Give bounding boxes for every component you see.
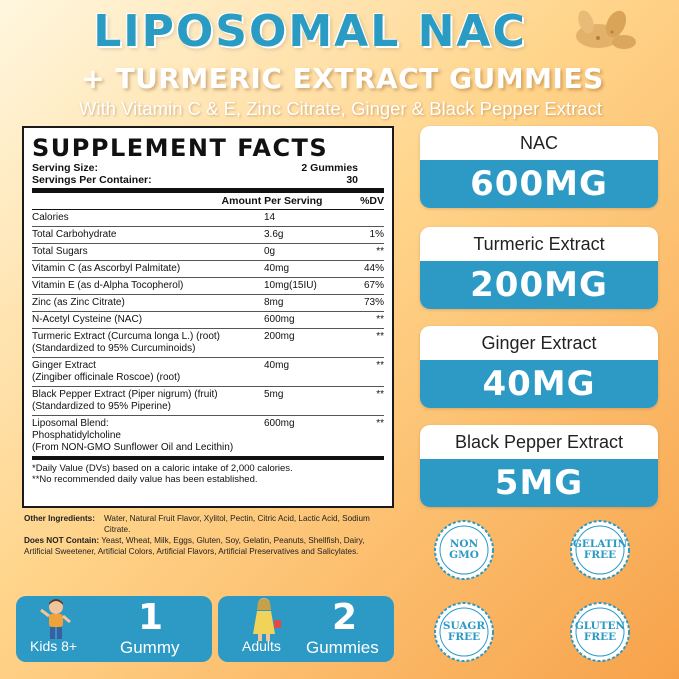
servings-per-container-row <box>32 174 384 186</box>
servings-value: 30 <box>346 174 358 186</box>
nutrient-name-line: Zinc (as Zinc Citrate) <box>32 297 125 308</box>
nutrient-name-line: Black Pepper Extract (Piper nigrum) (fruit) <box>32 389 218 400</box>
product-subtitle: + TURMERIC EXTRACT GUMMIES <box>81 62 604 95</box>
child-figure-icon <box>36 598 76 642</box>
amount-card-nac <box>420 126 658 208</box>
gluten-free-text: GLUTEN FREE <box>574 620 626 643</box>
amount-ginger-value: 40MG <box>420 360 658 408</box>
nutrient-amount: 40mg <box>264 360 290 371</box>
gluten-free-seal-icon <box>568 600 632 664</box>
does-not-contain-label: Does NOT Contain: <box>24 536 100 545</box>
nutrient-amount: 600mg <box>264 418 295 429</box>
adult-figure-icon <box>244 596 284 642</box>
nutrient-dv: 1% <box>369 229 384 240</box>
amount-turmeric-value: 200MG <box>420 261 658 309</box>
nutrient-name <box>32 358 264 386</box>
gelatin-free-text: GELATIN FREE <box>572 538 628 561</box>
nutrient-dv: 44% <box>363 263 384 274</box>
facts-title: SUPPLEMENT FACTS <box>32 134 329 162</box>
nutrient-name <box>32 416 264 456</box>
nutrient-name-line: Phosphatidylcholine <box>32 430 121 441</box>
nutrient-dv: 67% <box>363 280 384 291</box>
non-gmo-text: NON GMO <box>449 538 479 561</box>
product-title: LIPOSOMAL NAC <box>93 6 527 57</box>
nutrient-name-line: Calories <box>32 212 69 223</box>
amount-black-pepper-label: Black Pepper Extract <box>454 432 624 452</box>
does-not-contain-text: Yeast, Wheat, Milk, Eggs, Gluten, Soy, Gelatin, Peanuts, Shellfish, Dairy, Artificial Sweetener, Artificial Colors, Artificial Flavors, Artificial Preservatives and Salicylates. <box>24 536 365 556</box>
amount-card-ginger <box>420 326 658 408</box>
amount-ginger-label: Ginger Extract <box>481 333 597 353</box>
nutrient-name <box>32 278 264 294</box>
dose-kids-label: Kids 8+ <box>30 638 78 654</box>
nutrient-row <box>32 210 384 227</box>
product-tagline: With Vitamin C & E, Zinc Citrate, Ginger & Black Pepper Extract <box>79 98 602 119</box>
nutrient-name <box>32 387 264 415</box>
nutrient-row <box>32 278 384 295</box>
nutrient-name-line: N-Acetyl Cysteine (NAC) <box>32 314 143 325</box>
nutrient-row <box>32 329 384 358</box>
other-ingredients-text: Water, Natural Fruit Flavor, Xylitol, Pectin, Citric Acid, Lactic Acid, Sodium Citrate. <box>104 514 370 534</box>
supplement-facts-panel <box>22 126 394 508</box>
nutrient-amount: 5mg <box>264 389 284 400</box>
nutrient-amount: 40mg <box>264 263 290 274</box>
nutrient-amount: 3.6g <box>264 229 284 240</box>
dv-column-header: %DV <box>360 195 384 207</box>
dose-kids-number: 1 <box>138 597 164 638</box>
gelatin-free-seal-icon <box>568 518 632 582</box>
nutrient-dv: ** <box>376 314 384 325</box>
ingredients-block <box>22 514 394 578</box>
amount-turmeric-label: Turmeric Extract <box>473 234 605 254</box>
nutrient-amount: 8mg <box>264 297 284 308</box>
dose-adults-label: Adults <box>242 638 281 654</box>
nutrient-name-line: Total Sugars <box>32 246 88 257</box>
nutrient-name-line: Total Carbohydrate <box>32 229 117 240</box>
nutrient-name <box>32 210 264 226</box>
dose-kids-unit: Gummy <box>120 638 180 657</box>
footnote-dv: *Daily Value (DVs) based on a caloric intake of 2,000 calories. <box>32 463 293 474</box>
nutrient-name-line: (Standardized to 95% Piperine) <box>32 401 171 412</box>
nutrient-name <box>32 227 264 243</box>
dose-card-kids <box>16 596 212 662</box>
nutrient-dv: ** <box>376 331 384 342</box>
amount-column-header: Amount Per Serving <box>221 195 323 207</box>
other-ingredients-line <box>24 514 392 535</box>
nutrient-name-line: Ginger Extract <box>32 360 96 371</box>
nutrient-row <box>32 244 384 261</box>
nutrient-amount: 200mg <box>264 331 295 342</box>
nutrient-name <box>32 329 264 357</box>
nutrient-name-line: Turmeric Extract (Curcuma longa L.) (root) <box>32 331 221 342</box>
nutrient-name <box>32 295 264 311</box>
nutrient-dv: ** <box>376 418 384 429</box>
facts-rows <box>32 210 384 460</box>
other-ingredients-label: Other Ingredients: <box>24 514 95 523</box>
nutrient-amount: 14 <box>264 212 276 223</box>
facts-column-header <box>32 193 384 210</box>
nutrient-row <box>32 416 384 460</box>
amount-black-pepper-value: 5MG <box>420 459 658 507</box>
amount-card-black-pepper <box>420 425 658 507</box>
nutrient-row <box>32 227 384 244</box>
footnote-no-dv: **No recommended daily value has been established. <box>32 474 258 485</box>
nutrient-amount: 600mg <box>264 314 295 325</box>
dose-adults-number: 2 <box>332 597 358 638</box>
amount-card-turmeric <box>420 227 658 309</box>
non-gmo-seal-icon <box>432 518 496 582</box>
nutrient-name <box>32 261 264 277</box>
nutrient-dv: ** <box>376 246 384 257</box>
amount-nac-label: NAC <box>519 133 558 153</box>
nutrient-name-line: Vitamin E (as d-Alpha Tocopherol) <box>32 280 184 291</box>
nutrient-name <box>32 312 264 328</box>
servings-label: Servings Per Container: <box>32 174 152 186</box>
nutrient-name-line: Liposomal Blend: <box>32 418 109 429</box>
serving-size-row <box>32 162 384 174</box>
dose-adults-unit: Gummies <box>306 638 379 657</box>
ginger-root-icon <box>568 2 640 60</box>
nutrient-dv: 73% <box>363 297 384 308</box>
nutrient-name-line: (Standardized to 95% Curcuminoids) <box>32 343 196 354</box>
sugar-free-seal-icon <box>432 600 496 664</box>
nutrient-row <box>32 295 384 312</box>
nutrient-dv <box>354 210 384 214</box>
nutrient-name <box>32 244 264 260</box>
dose-card-adults <box>218 596 394 662</box>
sugar-free-text: SUAGR FREE <box>442 620 486 643</box>
serving-size-value: 2 Gummies <box>301 162 358 174</box>
nutrient-dv: ** <box>376 360 384 371</box>
nutrient-row <box>32 261 384 278</box>
nutrient-name-line: (Zingiber officinale Roscoe) (root) <box>32 372 181 383</box>
nutrient-row <box>32 358 384 387</box>
nutrient-row <box>32 312 384 329</box>
nutrient-amount: 0g <box>264 246 276 257</box>
nutrient-amount: 10mg(15IU) <box>264 280 317 291</box>
serving-size-label: Serving Size: <box>32 162 98 174</box>
nutrient-name-line: (From NON-GMO Sunflower Oil and Lecithin) <box>32 442 234 453</box>
nutrient-name-line: Vitamin C (as Ascorbyl Palmitate) <box>32 263 181 274</box>
nutrient-dv: ** <box>376 389 384 400</box>
does-not-contain-line <box>24 536 392 557</box>
nutrient-row <box>32 387 384 416</box>
amount-nac-value: 600MG <box>420 160 658 208</box>
